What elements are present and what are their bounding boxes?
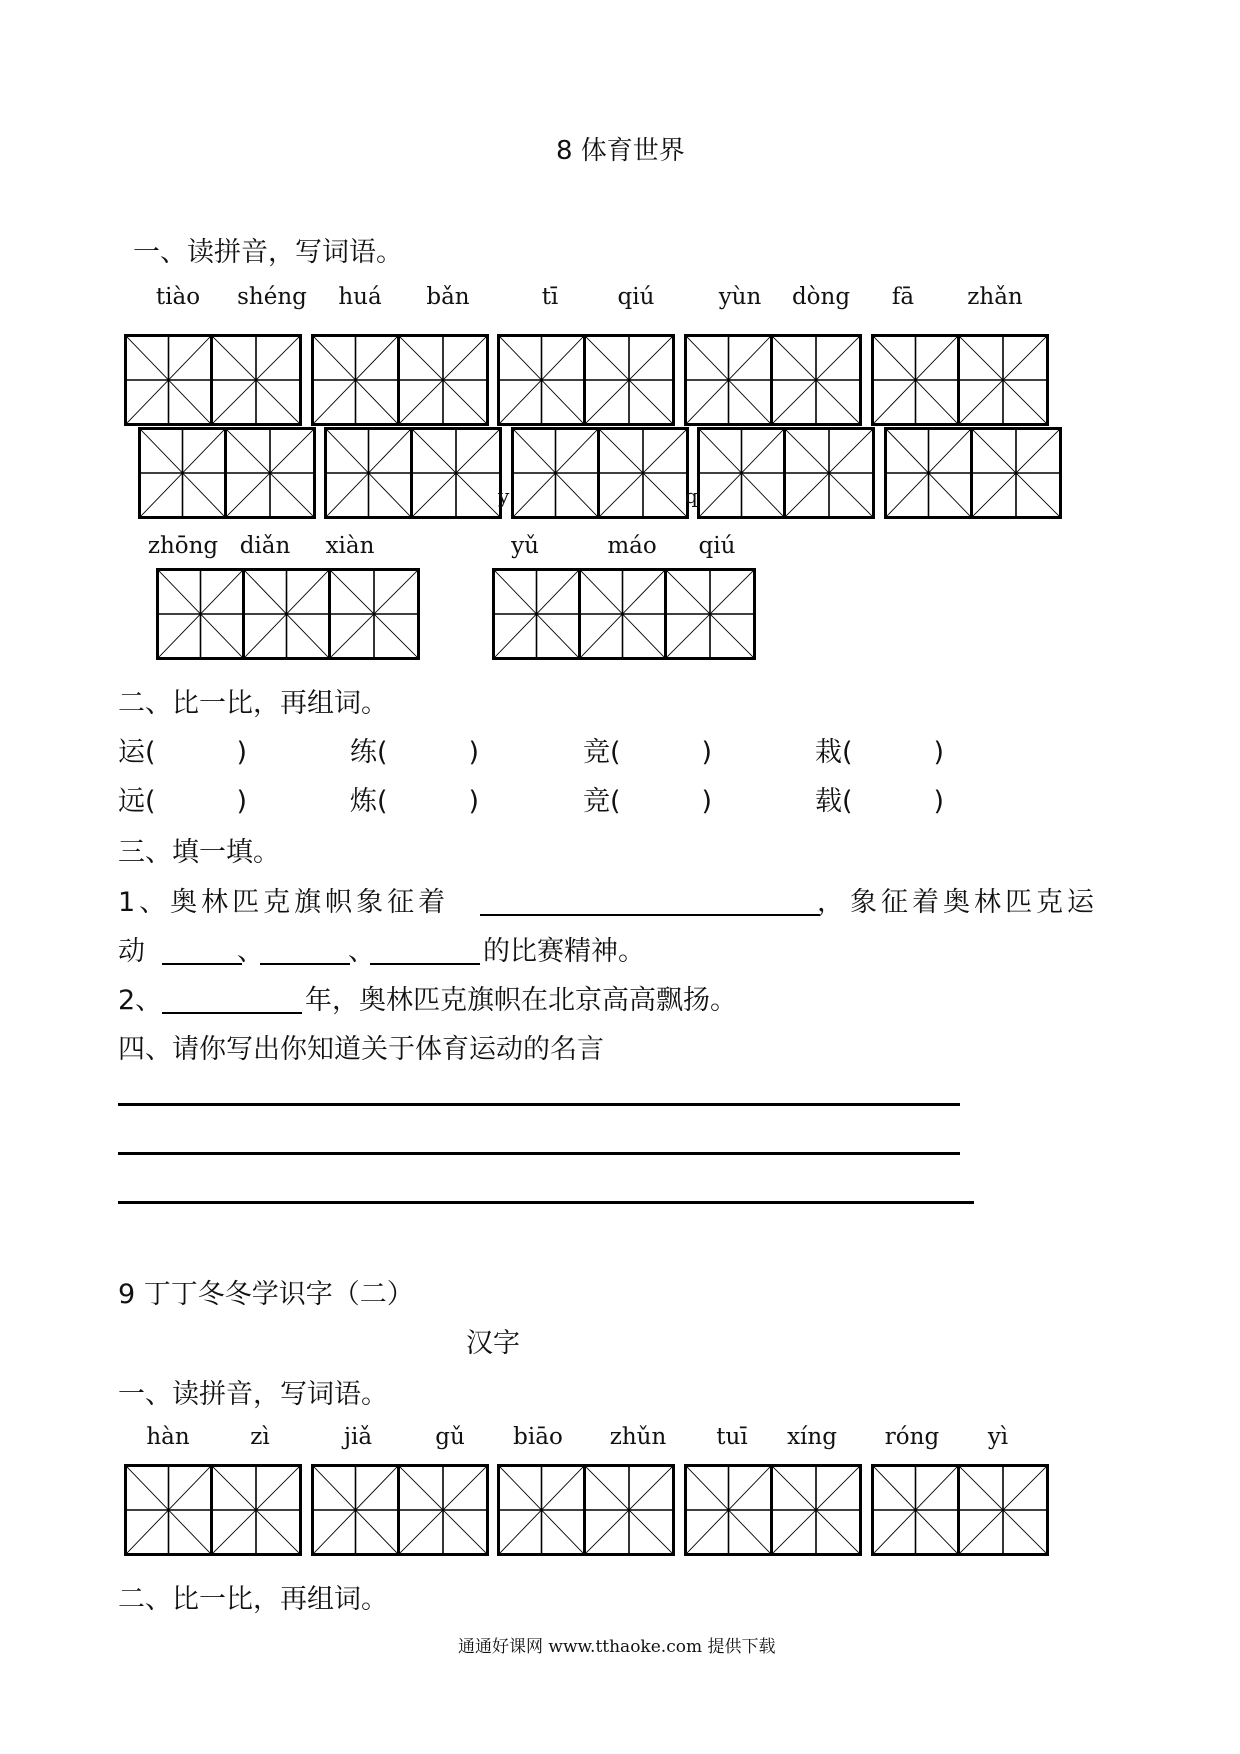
writing-cell[interactable] [514,430,600,516]
writing-grid-pair[interactable] [871,1464,1049,1556]
pinyin: tiào [155,284,201,310]
writing-grid-pair[interactable] [311,1464,489,1556]
pinyin: qiú [617,284,655,310]
stray-mark: y [498,484,510,508]
pinyin: zì [250,1424,270,1450]
pinyin: tuī [716,1424,748,1450]
fill1-blank[interactable] [480,914,820,916]
writing-cell[interactable] [141,430,227,516]
fill2-suffix: 年，奥林匹克旗帜在北京高高飘扬。 [305,985,737,1016]
writing-cell[interactable] [213,337,299,423]
writing-cell[interactable] [586,337,672,423]
lesson9-title: 9 丁丁冬冬学识字（二） [118,1279,414,1310]
writing-grid-pair[interactable] [324,427,502,519]
writing-cell[interactable] [213,1467,299,1553]
pinyin: xiàn [325,533,375,559]
lesson8-section3-heading: 三、填一填。 [118,837,280,868]
pinyin: zhōng [147,533,219,559]
pinyin: yùn [718,284,762,310]
writing-grid-pair[interactable] [884,427,1062,519]
writing-cell[interactable] [495,571,581,657]
pinyin: róng [884,1424,940,1450]
writing-cell[interactable] [127,1467,213,1553]
lesson9-section1-heading: 一、读拼音，写词语。 [118,1379,388,1410]
pinyin: fā [891,284,915,310]
compare-item[interactable]: 炼( ) [350,786,480,817]
fill2-prefix: 2、 [118,985,163,1016]
fill1-separator: 、 [237,936,264,967]
pinyin: dòng [791,284,851,310]
compare-item[interactable]: 练( ) [350,737,480,768]
writing-grid-triple[interactable] [156,568,420,660]
writing-cell[interactable] [586,1467,672,1553]
writing-grid-pair[interactable] [684,1464,862,1556]
pinyin: qiú [698,533,736,559]
pinyin: jiǎ [343,1424,373,1450]
pinyin: zhǔn [609,1424,667,1450]
pinyin: bǎn [426,284,470,310]
writing-cell[interactable] [227,430,313,516]
writing-grid-pair[interactable] [511,427,689,519]
writing-cell[interactable] [874,1467,960,1553]
writing-grid-pair[interactable] [124,1464,302,1556]
lesson9-subtitle: 汉字 [466,1328,520,1359]
writing-cell[interactable] [413,430,499,516]
answer-line[interactable] [118,1103,960,1106]
fill1-blank[interactable] [260,963,350,965]
writing-cell[interactable] [314,1467,400,1553]
fill1-line2-prefix: 动 [118,936,145,967]
fill1-separator: 、 [348,936,375,967]
fill1-line2-suffix: 的比赛精神。 [483,936,645,967]
lesson9-section2-heading: 二、比一比，再组词。 [118,1584,388,1615]
writing-cell[interactable] [773,337,859,423]
pinyin: tī [541,284,559,310]
page-footer: 通通好课网 www.tthaoke.com 提供下载 [458,1637,776,1657]
pinyin: xíng [787,1424,837,1450]
compare-item[interactable]: 远( ) [118,786,248,817]
writing-cell[interactable] [687,337,773,423]
pinyin: máo [607,533,657,559]
writing-cell[interactable] [331,571,417,657]
writing-cell[interactable] [581,571,667,657]
compare-item[interactable]: 竞( ) [583,786,713,817]
writing-cell[interactable] [500,337,586,423]
lesson8-section4-heading: 四、请你写出你知道关于体育运动的名言 [118,1034,604,1065]
fill1-comma: ， [817,887,844,918]
lesson8-title: 8 体育世界 [556,136,685,166]
fill1-prefix: 1、奥林匹克旗帜象征着 [118,887,450,918]
writing-cell[interactable] [127,337,213,423]
writing-cell[interactable] [327,430,413,516]
writing-cell[interactable] [667,571,753,657]
pinyin: shéng [237,284,307,310]
answer-line[interactable] [118,1201,974,1204]
writing-grid-pair[interactable] [684,334,862,426]
writing-grid-pair[interactable] [124,334,302,426]
writing-cell[interactable] [874,337,960,423]
writing-cell[interactable] [887,430,973,516]
writing-cell[interactable] [700,430,786,516]
pinyin: yǔ [511,533,539,559]
writing-grid-pair[interactable] [311,334,489,426]
compare-item[interactable]: 载( ) [815,786,945,817]
writing-cell[interactable] [400,1467,486,1553]
pinyin: biāo [513,1424,563,1450]
pinyin: huá [338,284,382,310]
pinyin: hàn [146,1424,190,1450]
compare-item[interactable]: 栽( ) [815,737,945,768]
writing-cell[interactable] [973,430,1059,516]
writing-cell[interactable] [600,430,686,516]
writing-grid-triple[interactable] [492,568,756,660]
writing-cell[interactable] [314,337,400,423]
writing-cell[interactable] [687,1467,773,1553]
answer-line[interactable] [118,1152,960,1155]
pinyin: diǎn [239,533,291,559]
fill1-blank[interactable] [370,963,480,965]
fill1-blank[interactable] [162,963,242,965]
lesson8-section1-heading: 一、读拼音，写词语。 [133,237,403,268]
compare-item[interactable]: 竞( ) [583,737,713,768]
fill2-blank[interactable] [162,1012,302,1014]
compare-item[interactable]: 运( ) [118,737,248,768]
stray-mark: q [685,484,698,508]
pinyin: zhǎn [967,284,1023,310]
writing-cell[interactable] [773,1467,859,1553]
writing-cell[interactable] [500,1467,586,1553]
writing-grid-pair[interactable] [497,334,675,426]
pinyin: yì [987,1424,1009,1450]
fill1-suffix: 象征着奥林匹克运 [850,887,1098,918]
writing-cell[interactable] [245,571,331,657]
writing-cell[interactable] [960,1467,1046,1553]
writing-grid-pair[interactable] [871,334,1049,426]
writing-cell[interactable] [960,337,1046,423]
writing-cell[interactable] [400,337,486,423]
writing-grid-pair[interactable] [697,427,875,519]
writing-grid-pair[interactable] [497,1464,675,1556]
writing-cell[interactable] [159,571,245,657]
writing-cell[interactable] [786,430,872,516]
writing-grid-pair[interactable] [138,427,316,519]
pinyin: gǔ [435,1424,465,1450]
lesson8-section2-heading: 二、比一比，再组词。 [118,688,388,719]
